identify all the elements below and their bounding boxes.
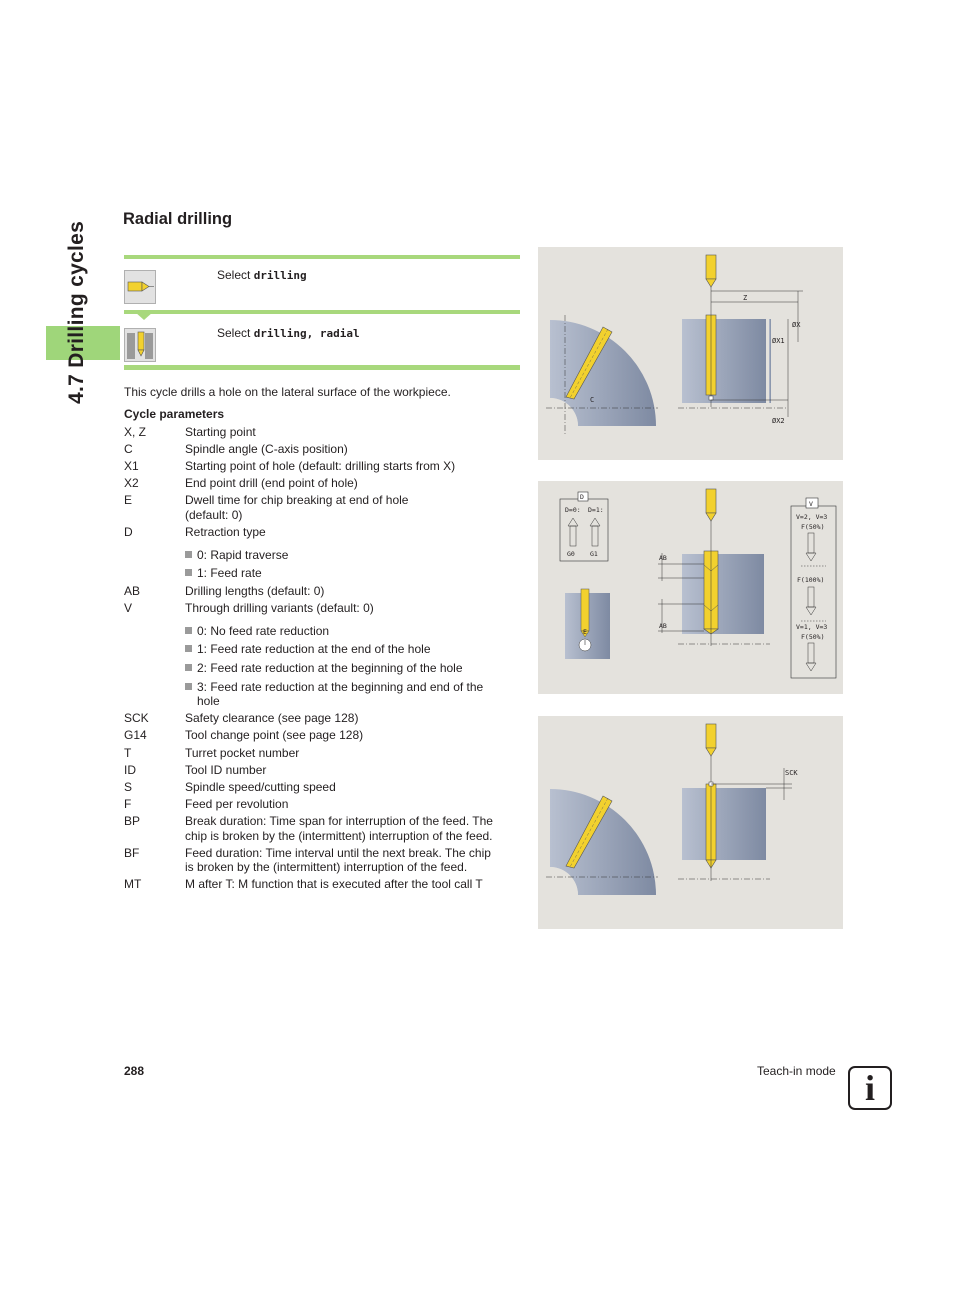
fig2-label-d0: D=0: <box>565 506 581 514</box>
param-key: AB <box>124 584 141 598</box>
option-text: 1: Feed rate reduction at the end of the hole <box>197 642 431 656</box>
page-title: Radial drilling <box>123 210 233 228</box>
drilling-radial-icon <box>124 328 156 362</box>
step-2-instruction <box>217 326 360 340</box>
step-rule-middle <box>124 310 520 314</box>
list-item <box>185 642 515 656</box>
param-value: chip is broken by the (intermittent) interruption of the feed. <box>185 829 493 843</box>
fig2-label-v13: V=1, V=3 <box>796 623 828 631</box>
param-value: Break duration: Time span for interruption of the feed. The <box>185 814 493 828</box>
step-rule-top <box>124 255 520 259</box>
fig2-label-g0: G0 <box>567 550 575 558</box>
bullet-square <box>185 627 192 634</box>
param-value: End point drill (end point of hole) <box>185 476 358 490</box>
figure-radial-drilling-geometry <box>538 247 843 460</box>
option-text: 1: Feed rate <box>197 566 262 580</box>
step-rule-bottom <box>124 365 520 370</box>
fig1-label-c: C <box>590 396 595 404</box>
list-item <box>185 661 515 675</box>
info-icon <box>848 1066 892 1110</box>
list-item <box>185 680 515 694</box>
param-value: Retraction type <box>185 525 266 539</box>
fig2-label-d1: D=1: <box>588 506 604 514</box>
bullet-square <box>185 683 192 690</box>
param-key: X2 <box>124 476 139 490</box>
fig2-label-f100: F(100%) <box>797 576 825 584</box>
list-item-continued <box>185 694 515 708</box>
figure-retraction-variants <box>538 481 843 694</box>
param-key: D <box>124 525 133 539</box>
intro-text: This cycle drills a hole on the lateral surface of the workpiece. <box>124 385 451 399</box>
param-value: Starting point of hole (default: drilling starts from X) <box>185 459 456 473</box>
param-value: Drilling lengths (default: 0) <box>185 584 325 598</box>
fig2-label-v: V <box>809 500 813 508</box>
param-value: Tool ID number <box>185 763 267 777</box>
fig3-label-sck: SCK <box>785 769 798 777</box>
param-value: Safety clearance (see page 128) <box>185 711 359 725</box>
param-value: Dwell time for chip breaking at end of hole <box>185 493 409 507</box>
param-key: MT <box>124 877 142 891</box>
param-value: is broken by the (intermittent) interruption of the feed. <box>185 860 468 874</box>
list-item <box>185 548 515 562</box>
param-key: V <box>124 601 133 615</box>
fig1-label-ox2: ØX2 <box>772 417 785 425</box>
param-key: ID <box>124 763 136 777</box>
fig1-label-ox: ØX <box>792 321 801 329</box>
param-key: SCK <box>124 711 149 725</box>
step-1-instruction <box>217 268 307 282</box>
step-1-prefix: Select <box>217 268 254 282</box>
param-value: Spindle speed/cutting speed <box>185 780 336 794</box>
list-item <box>185 624 515 638</box>
fig2-label-e: E <box>583 628 587 636</box>
bullet-square <box>185 664 192 671</box>
param-key: X, Z <box>124 425 147 439</box>
param-key: S <box>124 780 133 794</box>
info-glyph: i <box>864 1068 875 1108</box>
param-key: E <box>124 493 133 507</box>
fig2-label-f50-bottom: F(50%) <box>801 633 825 641</box>
step-2-prefix: Select <box>217 326 254 340</box>
list-item <box>185 566 515 580</box>
page-number: 288 <box>124 1064 145 1078</box>
param-key: F <box>124 797 132 811</box>
footer-section: Teach-in mode <box>757 1064 836 1078</box>
option-text: 3: Feed rate reduction at the beginning and end of the <box>197 680 484 694</box>
param-value: Spindle angle (C-axis position) <box>185 442 348 456</box>
figure-safety-clearance <box>538 716 843 929</box>
fig2-label-v23: V=2, V=3 <box>796 513 828 521</box>
param-value: M after T: M function that is executed after the tool call T <box>185 877 483 891</box>
param-value: (default: 0) <box>185 508 243 522</box>
fig2-label-f50-top: F(50%) <box>801 523 825 531</box>
param-key: C <box>124 442 133 456</box>
param-key: BF <box>124 846 140 860</box>
step-1-softkey: drilling <box>253 269 307 282</box>
param-key: BP <box>124 814 141 828</box>
fig2-label-ab-bottom: AB <box>659 622 667 630</box>
option-text: hole <box>197 694 220 708</box>
param-key: T <box>124 746 132 760</box>
param-value: Feed per revolution <box>185 797 289 811</box>
cycle-parameters-heading: Cycle parameters <box>124 407 225 421</box>
bullet-square <box>185 569 192 576</box>
fig1-label-z: Z <box>743 294 748 302</box>
fig2-label-ab-top: AB <box>659 554 667 562</box>
drilling-axial-icon <box>124 270 156 304</box>
param-value: Tool change point (see page 128) <box>185 728 364 742</box>
option-text: 0: No feed rate reduction <box>197 624 330 638</box>
param-key: G14 <box>124 728 147 742</box>
param-value: Turret pocket number <box>185 746 300 760</box>
fig2-label-d: D <box>580 493 584 501</box>
param-value: Through drilling variants (default: 0) <box>185 601 374 615</box>
option-text: 2: Feed rate reduction at the beginning of the hole <box>197 661 463 675</box>
fig2-label-g1: G1 <box>590 550 598 558</box>
sidebar-section-label: 4.7 Drilling cycles <box>65 220 88 404</box>
param-value: Starting point <box>185 425 256 439</box>
step-2-softkey: drilling, radial <box>253 327 360 340</box>
option-text: 0: Rapid traverse <box>197 548 289 562</box>
bullet-square <box>185 645 192 652</box>
param-value: Feed duration: Time interval until the next break. The chip <box>185 846 491 860</box>
bullet-square <box>185 551 192 558</box>
step-arrow <box>135 312 153 320</box>
fig1-label-ox1: ØX1 <box>772 337 785 345</box>
param-key: X1 <box>124 459 139 473</box>
